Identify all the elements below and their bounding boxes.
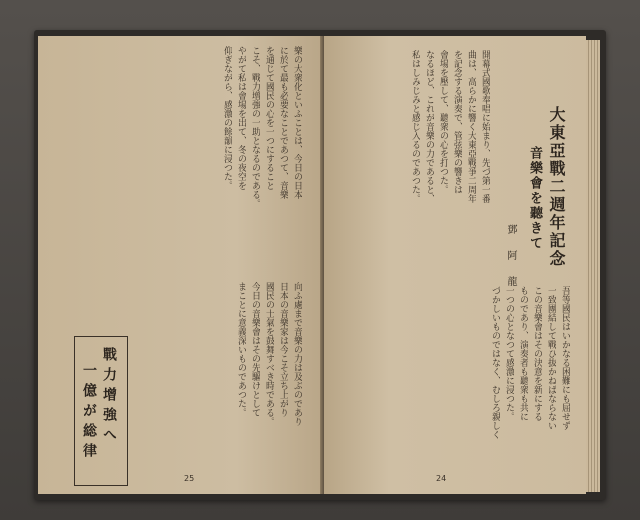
left-page <box>38 36 322 494</box>
text-column: この音樂會はその決意を新にする <box>532 286 542 421</box>
text-column: 曲は、高らかに響く大東亞戰爭二周年 <box>466 50 476 203</box>
text-column: こそ、戰力增強の一助となるのである。 <box>250 46 260 208</box>
text-column: 仰ぎながら、感激の餘韻に浸つた。 <box>222 46 232 190</box>
text-column: 日本の音樂家は今こそ立ち上がり <box>278 282 288 417</box>
page-number-right: 24 <box>436 474 447 483</box>
text-column: 樂の大衆化といふことは、今日の日本 <box>292 46 302 199</box>
text-column: に於て最も必要なことであつて、音樂 <box>278 46 288 199</box>
slogan-line-1: 戰力增強へ <box>101 347 117 447</box>
text-column: やがて私は會場を出て、冬の夜空を <box>236 46 246 190</box>
text-column: 一つの心となつて感激に浸つた。 <box>504 286 514 421</box>
text-column: を通じて國民の心を一つにすること <box>264 46 274 190</box>
text-column: づかしいものではなく、むしろ親しく <box>490 286 500 439</box>
text-column: を記念する演奏で、管弦樂の響きは <box>452 50 462 194</box>
slogan-line-2: 一億が総律 <box>81 363 97 463</box>
text-column: まことに意義深いものであつた。 <box>236 282 246 417</box>
open-book <box>34 30 606 500</box>
page-edges <box>586 40 600 492</box>
slogan-box <box>74 336 128 486</box>
text-column: 吾等國民はいかなる困難にも屈せず <box>560 286 570 430</box>
text-column: 今日の音樂會はその先驅けとして <box>250 282 260 417</box>
text-column: ものであり、演奏者も聽衆も共に <box>518 286 528 421</box>
text-column: 一致團結して戰ひ抜かねばならない <box>546 286 556 430</box>
text-column: 向ふ處まで音樂の力は及ぶのであり <box>292 282 302 426</box>
right-page <box>324 36 586 494</box>
article-title: 大東亞戰二週年記念 <box>547 106 566 268</box>
text-column: なるほど、これが音樂の力であると、 <box>424 50 434 203</box>
text-column: 會場を壓して、聽衆の心を打つた。 <box>438 50 448 194</box>
article-author: 鄧 阿 龍 <box>505 224 516 289</box>
text-column: 開幕式國歌奉唱に始まり、先づ第一番 <box>480 50 490 203</box>
text-column: 國民の士氣を鼓舞すべき時である。 <box>264 282 274 426</box>
text-column: 私はしみじみと感じ入るのであつた。 <box>410 50 420 203</box>
article-subtitle: 音樂會を聽きて <box>527 146 542 251</box>
page-number-left: 25 <box>184 474 195 483</box>
